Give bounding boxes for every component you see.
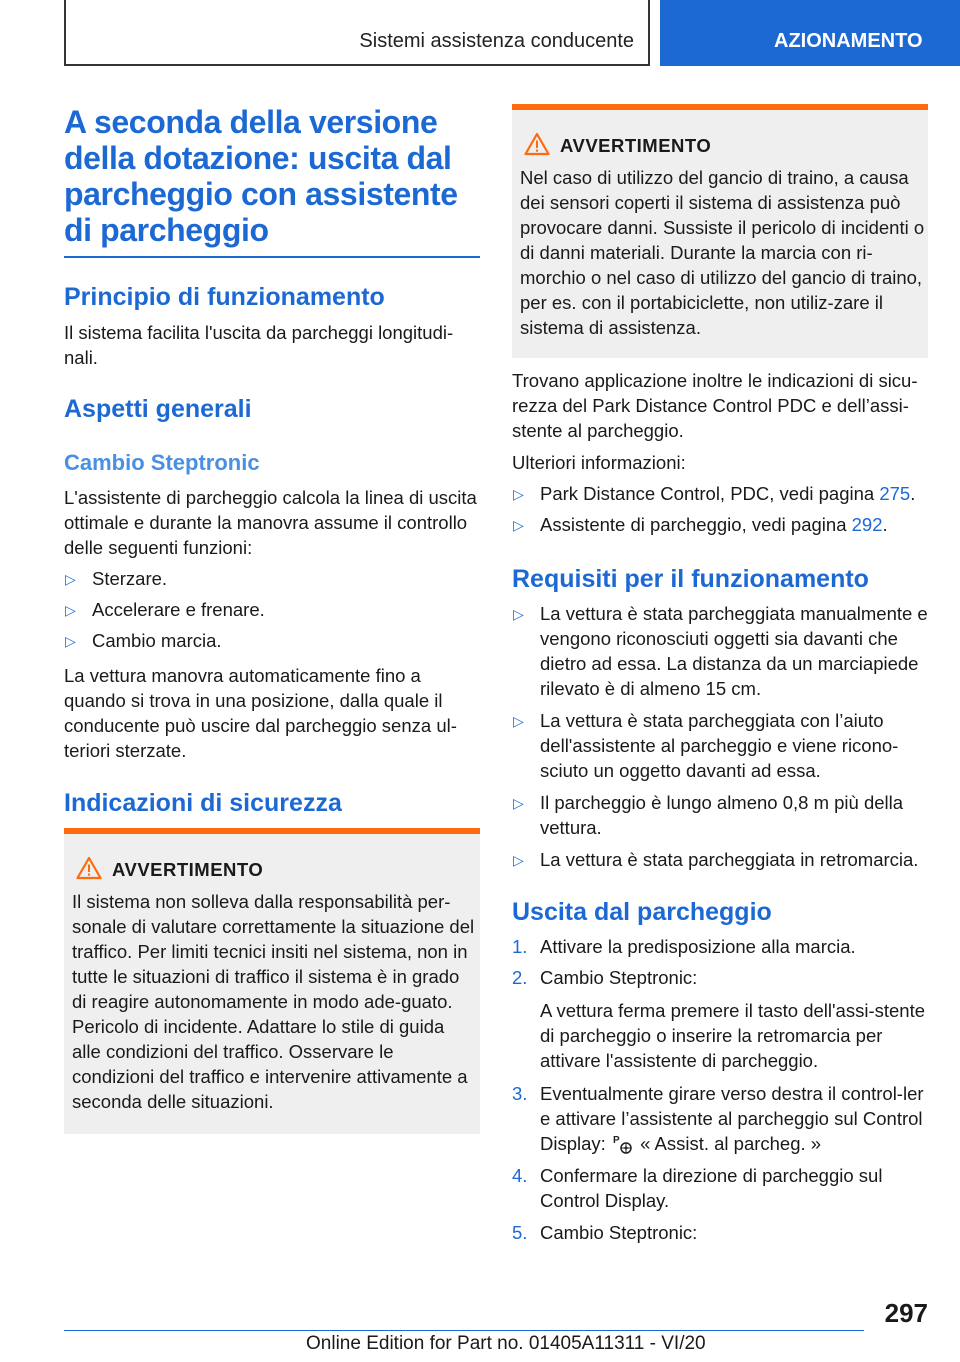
steptronic-heading: Cambio Steptronic (64, 450, 260, 475)
step-item: 2. Cambio Steptronic: (512, 967, 698, 988)
step-item: 3. Eventualmente girare verso destra il control-ler e attivare l’assistente al parcheggio sul Control Display: P « Assist. al parcheg. » (512, 1081, 928, 1156)
bullet-triangle-icon: ▷ (513, 517, 524, 533)
principle-heading: Principio di funzionamento (64, 283, 385, 311)
list-item: ▷ La vettura è stata parcheggiata manualmente e vengono riconosciuti oggetti sia davanti che dietro ad essa. La distanza da un marciapiede rilevato è di almeno 15 cm. (513, 603, 928, 699)
warning-title: AVVERTIMENTO (560, 135, 712, 156)
warning-text: Nel caso di utilizzo del gancio di traino, a causa dei sensori coperti il sistema di assistenza può provocare danni. Sussiste il pericolo di incidenti o di danni materiali. Durante la marcia con ri-morchio o nel caso di utilizzo del gancio di traino, per es. con il portabiciclette, non utiliz-zare il sistema di assistenza. (520, 167, 925, 338)
header-section-title: Sistemi assistenza conducente (359, 30, 634, 52)
bullet-triangle-icon: ▷ (513, 852, 524, 868)
bullet-triangle-icon: ▷ (513, 606, 524, 622)
principle-text: Il sistema facilita l'uscita da parcheggi longitudi-nali. (64, 322, 454, 368)
header-section-box (64, 0, 650, 66)
header-chapter-tab (660, 0, 960, 66)
list-item: ▷ La vettura è stata parcheggiata in retromarcia. (512, 847, 932, 872)
warning-title: AVVERTIMENTO (112, 859, 264, 880)
page-title: A seconda della versione della dotazione: uscita dal parcheggio con assistente di parcheggio (64, 104, 458, 248)
footer-edition: Online Edition for Part no. 01405A11311 - VI/20 (306, 1333, 706, 1354)
list-item: ▷ Accelerare e frenare. (64, 597, 480, 622)
header-chapter-title: AZIONAMENTO (774, 30, 923, 52)
title-divider (64, 256, 480, 258)
bullet-triangle-icon: ▷ (65, 602, 76, 618)
list-item: ▷ Cambio marcia. (64, 628, 480, 653)
bullet-triangle-icon: ▷ (65, 571, 76, 587)
steptronic-text: L'assistente di parcheggio calcola la linea di uscita ottimale e durante la manovra assume il controllo delle seguenti funzioni: (64, 487, 477, 558)
list-item: ▷ Sterzare. (64, 566, 480, 591)
step-sub-text: A vettura ferma premere il tasto dell'assi-stente di parcheggio o inserire la retromarcia per attivare l'assistente di parcheggio. (540, 1000, 926, 1071)
list-item: ▷ Il parcheggio è lungo almeno 0,8 m più della vettura. (513, 792, 904, 838)
footer-divider (64, 1330, 864, 1331)
exit-heading: Uscita dal parcheggio (512, 898, 772, 926)
manoeuvre-text: La vettura manovra automaticamente fino a quando si trova in una posizione, dalla quale il conducente può uscire dal parcheggio senza ul-teriori sterzate. (64, 665, 457, 761)
page-link-292[interactable]: 292 (851, 514, 883, 535)
list-item: ▷ La vettura è stata parcheggiata con l’aiuto dell'assistente al parcheggio e viene ricono-sciuto un oggetto davanti ad essa. (513, 710, 899, 781)
reference-item: ▷ Park Distance Control, PDC, vedi pagina 275. (512, 481, 928, 506)
warning-text: Il sistema non solleva dalla responsabilità per-sonale di valutare correttamente la situazione del traffico. Per limiti tecnici insiti nel sistema, non in tutte le situazioni di traffico il sistema è in grado di reagire autonomamente in modo ade-guato. Pericolo di incidente. Adattare lo stile di guida alle condizioni del traffico. Osservare le condizioni del traffico e intervenire attivamente a seconda delle situazioni. (72, 891, 475, 1112)
warning-triangle-icon (76, 856, 102, 880)
warning-triangle-icon (524, 132, 550, 156)
warning-box-towbar (512, 104, 928, 358)
bullet-triangle-icon: ▷ (513, 486, 524, 502)
also-applies-text: Trovano applicazione inoltre le indicazioni di sicu-rezza del Park Distance Control PDC e dell’assi-stente al parcheggio. (512, 370, 918, 441)
requirements-heading: Requisiti per il funzionamento (512, 565, 869, 593)
step-item: 5. Cambio Steptronic: (512, 1222, 698, 1243)
page-number: 297 (884, 1298, 928, 1328)
safety-heading: Indicazioni di sicurezza (64, 789, 342, 817)
bullet-triangle-icon: ▷ (65, 633, 76, 649)
bullet-triangle-icon: ▷ (513, 795, 524, 811)
svg-text:P: P (612, 1135, 620, 1147)
page-link-275[interactable]: 275 (879, 483, 911, 504)
more-info-label: Ulteriori informazioni: (512, 452, 686, 473)
warning-box (64, 828, 480, 1134)
step-item: 1. Attivare la predisposizione alla marcia. (512, 936, 856, 957)
general-heading: Aspetti generali (64, 395, 252, 423)
bullet-triangle-icon: ▷ (513, 713, 524, 729)
reference-item: ▷ Assistente di parcheggio, vedi pagina 292. (512, 512, 928, 537)
step-item: 4. Confermare la direzione di parcheggio sul Control Display. (512, 1165, 883, 1211)
parking-assistant-icon (611, 1134, 635, 1156)
